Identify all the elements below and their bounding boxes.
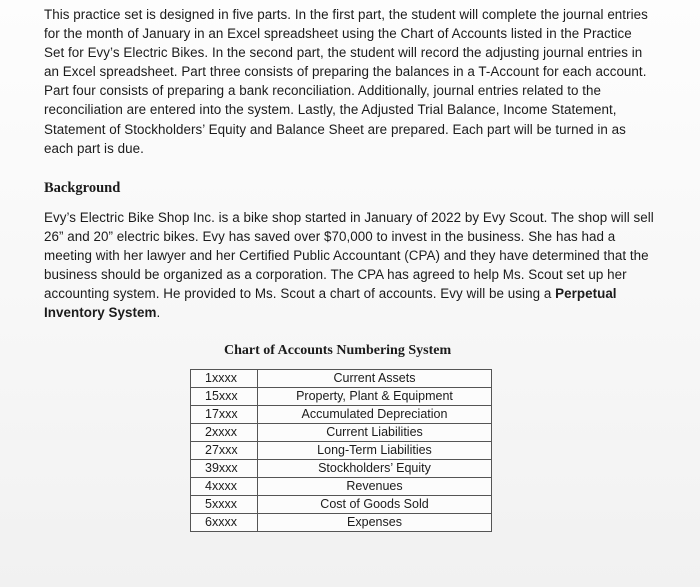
account-code: 4xxxx <box>191 478 258 496</box>
account-description: Long-Term Liabilities <box>258 442 492 460</box>
account-code: 2xxxx <box>191 424 258 442</box>
account-code: 6xxxx <box>191 514 258 532</box>
account-description: Current Liabilities <box>258 424 492 442</box>
account-code: 5xxxx <box>191 496 258 514</box>
account-code: 39xxx <box>191 460 258 478</box>
table-row <box>191 442 492 460</box>
account-description: Stockholders’ Equity <box>258 460 492 478</box>
account-code: 15xxx <box>191 388 258 406</box>
background-text-end: . <box>156 305 161 321</box>
account-code: 17xxx <box>191 406 258 424</box>
account-description: Property, Plant & Equipment <box>258 388 492 406</box>
account-code: 27xxx <box>191 442 258 460</box>
account-description: Expenses <box>258 514 492 532</box>
account-description: Accumulated Depreciation <box>258 406 492 424</box>
table-row <box>191 514 492 532</box>
table-row <box>191 460 492 478</box>
chart-of-accounts-table <box>190 369 492 532</box>
background-paragraph <box>44 208 654 323</box>
table-row <box>191 424 492 442</box>
table-row <box>191 478 492 496</box>
table-row <box>191 370 492 388</box>
table-row <box>191 406 492 424</box>
table-row <box>191 388 492 406</box>
account-description: Current Assets <box>258 370 492 388</box>
chart-of-accounts-title: Chart of Accounts Numbering System <box>224 343 452 358</box>
table-row <box>191 496 492 514</box>
intro-paragraph: This practice set is designed in five parts. In the first part, the student will complete the journal entries for the month of January in an Excel spreadsheet using the Chart of Accounts listed in the Practice Set for Evy’s Electric Bikes. In the second part, the student will record the adjusting journal entries in an Excel spreadsheet. Part three consists of preparing the balances in a T-Account for each account. Part four consists of preparing a bank reconciliation. Additionally, journal entries related to the reconciliation are entered into the system. Lastly, the Adjusted Trial Balance, Income Statement, Statement of Stockholders’ Equity and Balance Sheet are prepared. Each part will be turned in as each part is due. <box>44 7 648 156</box>
account-description: Revenues <box>258 478 492 496</box>
background-text: Evy’s Electric Bike Shop Inc. is a bike shop started in January of 2022 by Evy Scout. The shop will sell 26” and 20” electric bikes. Evy has saved over $70,000 to invest in the business. She has had a meeting with her lawyer and her Certified Public Accountant (CPA) and they have determined that the business should be organized as a corporation. The CPA has agreed to help Ms. Scout set up her accounting system. He provided to Ms. Scout a chart of accounts. Evy will be using a <box>44 210 654 302</box>
account-description: Cost of Goods Sold <box>258 496 492 514</box>
account-code: 1xxxx <box>191 370 258 388</box>
perpetual-inventory-emphasis: Perpetual Inventory System <box>44 286 617 321</box>
background-heading: Background <box>44 180 121 196</box>
